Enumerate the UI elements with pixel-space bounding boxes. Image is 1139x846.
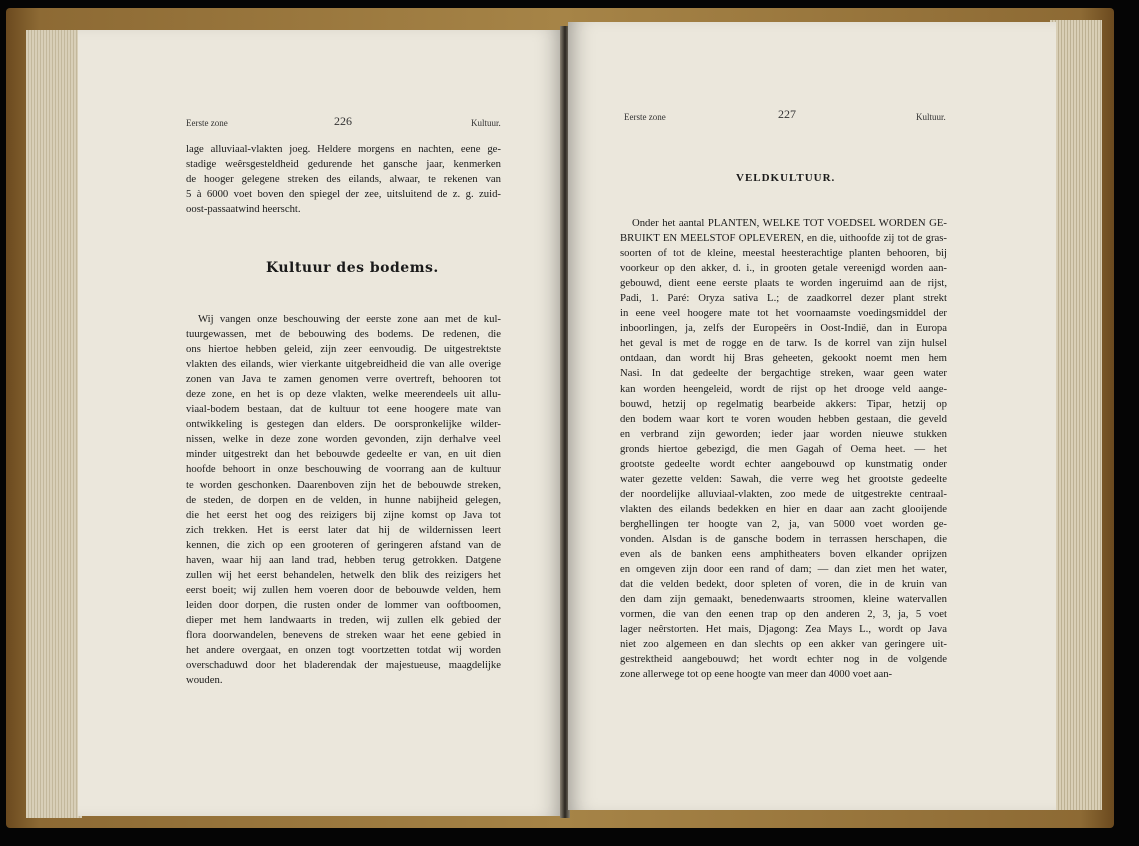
text-line: Nasi. In dat gedeelte der bergachtige streken, waar geen water bbox=[620, 367, 947, 380]
text-line: stadige weêrsgesteldheid gedurende het gansche jaar, kenmerken bbox=[186, 158, 501, 171]
page-edges-left bbox=[26, 30, 82, 818]
text-line: der noordelijke alluviaal-vlakten, zoo mede de uitgestrekte centraal- bbox=[620, 487, 947, 500]
text-line: even als de banken eens amphitheaters boven elkander oprijzen bbox=[620, 548, 947, 561]
text-line: zullen wij het eerst behandelen, hetwelk den blik des reizigers het bbox=[186, 568, 501, 581]
text-line: vlakten des eilands bedekken en hier en daar aan zacht glooijende bbox=[620, 502, 947, 515]
text-line: ons hiertoe hebben geleid, zijn zeer eenvoudig. De uitgestrektste bbox=[186, 343, 501, 356]
text-line: niet zoo algemeen en dan slechts op een akker van geringere uit- bbox=[620, 638, 947, 651]
text-line: 5 à 6000 voet boven den spiegel der zee, uitsluitend de z. g. zuid- bbox=[186, 188, 501, 201]
text-line: tuurgewassen, met de bebouwing des bodems. De redenen, die bbox=[186, 328, 501, 341]
text-line: kennen, die zich op een grooteren of geringeren afstand van de bbox=[186, 538, 501, 551]
right-paragraph bbox=[620, 216, 947, 682]
left-running-head-zone: Eerste zone bbox=[186, 118, 228, 128]
text-line: de hooger gelegene streken des eilands, alwaar, te rekenen van bbox=[186, 173, 501, 186]
page-edges-right bbox=[1050, 20, 1102, 810]
text-line: voorkeur op den akker, d. i., in grooten getale vereenigd worden aan- bbox=[620, 262, 947, 275]
text-line: Onder het aantal PLANTEN, WELKE TOT VOEDSEL WORDEN GE- bbox=[632, 217, 947, 229]
text-line: de steden, de dorpen en de velden, in hunne nabijheid gelegen, bbox=[186, 493, 501, 506]
text-line: bouwd, hetzij op regelmatig bearbeide akkers: Tipar, hetzij op bbox=[620, 397, 947, 410]
text-line: en omgeven zijn door een rand of dam; — dan ziet men het water, bbox=[620, 563, 947, 576]
left-page bbox=[78, 30, 562, 816]
left-paragraph-2 bbox=[186, 312, 501, 688]
text-line: eerst boeit; wij zullen hem voeren door de bebouwde velden, hem bbox=[186, 583, 501, 596]
text-line: grootste gedeelte wordt echter aangebouwd op kunstmatig onder bbox=[620, 457, 947, 470]
text-line: lage alluviaal-vlakten joeg. Heldere morgens en nachten, eene ge- bbox=[186, 143, 501, 155]
text-line: kan worden heengeleid, wordt de rijst op het drooge veld aange- bbox=[620, 382, 947, 395]
text-line: en verbrand zijn geworden; ieder jaar worden nieuwe stukken bbox=[620, 427, 947, 440]
text-line: berghellingen ter hoogte van 2, ja, van 5000 voet worden ge- bbox=[620, 517, 947, 530]
text-line: gebouwd, dient eene eerste plaats te worden ingeruimd aan de rijst, bbox=[620, 277, 947, 290]
right-page-number: 227 bbox=[778, 107, 796, 121]
text-line: flora doorwandelen, benevens de streken waar het eene gebied in bbox=[186, 628, 501, 641]
text-line: zone allerwege tot op eene hoogte van meer dan 4000 voet aan- bbox=[620, 668, 893, 681]
text-line: minder uitgestrekt dan het bebouwde gedeelte er van, en uit dien bbox=[186, 448, 501, 461]
text-line: te worden geschonken. Daarenboven zijn het de bebouwde streken, bbox=[186, 478, 501, 491]
text-line: soorten of tot de kleine, meestal heesterachtige planten behooren, bij bbox=[620, 247, 947, 260]
right-running-head-kultuur: Kultuur. bbox=[916, 112, 946, 122]
text-line: dieper met hem landwaarts in treden, wij zullen elk gebied der bbox=[186, 613, 501, 626]
text-line: BRUIKT EN MEELSTOF OPLEVEREN, en die, uithoofde zij tot de gras- bbox=[620, 232, 947, 245]
text-line: ontwikkeling is gestegen dan elders. De oorspronkelijke wilder- bbox=[186, 418, 501, 431]
text-line: zonen van Java te zamen genomen verre overtreft, behooren tot bbox=[186, 373, 501, 386]
text-line: het geval is met de rogge en de tarw. Is de korrel van zijn hulsel bbox=[620, 337, 947, 350]
left-paragraph-1 bbox=[186, 142, 501, 217]
text-line: overschaduwd door het bladerendak der majestueuse, maagdelijke bbox=[186, 659, 501, 672]
text-line: deze zone, en het is op deze vlakten, welke meerendeels uit allu- bbox=[186, 388, 501, 401]
left-section-title: Kultuur des bodems. bbox=[266, 260, 439, 276]
text-line: zich trekken. Het is eerst later dat hij de wildernissen leert bbox=[186, 523, 501, 536]
text-line: nissen, welke in deze zone worden gevonden, zijn derhalve veel bbox=[186, 433, 501, 446]
text-line: dat die velden bedekt, door spleten of voren, die in de kruin van bbox=[620, 578, 947, 591]
text-line: den bodem waar kort te voren wouden hebben gestaan, die geveld bbox=[620, 412, 947, 425]
left-page-number: 226 bbox=[334, 114, 352, 128]
text-line: leiden door dorpen, die rusten onder de lommer van ooftboomen, bbox=[186, 598, 501, 611]
text-line: wouden. bbox=[186, 674, 223, 687]
right-running-head-zone: Eerste zone bbox=[624, 112, 666, 122]
text-line: vormen, die van den eenen trap op den anderen 2, 3, ja, 5 voet bbox=[620, 608, 947, 621]
text-line: oost-passaatwind heerscht. bbox=[186, 203, 301, 216]
text-line: ontdaan, dan wordt hij Bras geheeten, gekookt noemt men hem bbox=[620, 352, 947, 365]
text-line: vlakten des eilands, wier vierkante uitgebreidheid die van alle overige bbox=[186, 358, 501, 371]
text-line: gronds hiertoe gebezigd, die men Gagah of Oema heet. — het bbox=[620, 442, 947, 455]
text-line: gestrektheid aangebouwd; het wordt echter nog in de volgende bbox=[620, 653, 947, 666]
text-line: den dam zijn gemaakt, benedenwaarts stroomen, kleine watervallen bbox=[620, 593, 947, 606]
text-line: viaal-bodem bestaan, dat de kultuur tot eene hoogere mate van bbox=[186, 403, 501, 416]
text-line: water gezette velden: Sawah, die verre weg het grootste gedeelte bbox=[620, 472, 947, 485]
text-line: haven, waar hij aan land trad, hebben terug getrokken. Datgene bbox=[186, 553, 501, 566]
text-line: Wij vangen onze beschouwing der eerste zone aan met de kul- bbox=[198, 313, 501, 325]
text-line: het andere overgaat, en onzen togt voortzetten totdat wij worden bbox=[186, 644, 501, 657]
text-line: in eene veel hoogere mate tot het voornaamste voedingsmiddel der bbox=[620, 307, 947, 320]
text-line: Padi, 1. Paré: Oryza sativa L.; de zaadkorrel dezer plant strekt bbox=[620, 292, 947, 305]
right-page bbox=[568, 22, 1056, 810]
text-line: inboorlingen, ja, zelfs der Europeërs in Oost-Indië, dan in Europa bbox=[620, 322, 947, 335]
right-section-title: VELDKULTUUR. bbox=[736, 172, 836, 184]
text-line: hoofde behoort in onze beschouwing de voorrang aan de kultuur bbox=[186, 463, 501, 476]
text-line: die het eerst het oog des reizigers bij zijne komst op Java tot bbox=[186, 508, 501, 521]
text-line: lager neêrstorten. Het mais, Djagong: Zea Mays L., wordt op Java bbox=[620, 623, 947, 636]
text-line: vonden. Alsdan is de gansche bodem in terrassen herschapen, die bbox=[620, 532, 947, 545]
left-running-head-kultuur: Kultuur. bbox=[471, 118, 501, 128]
